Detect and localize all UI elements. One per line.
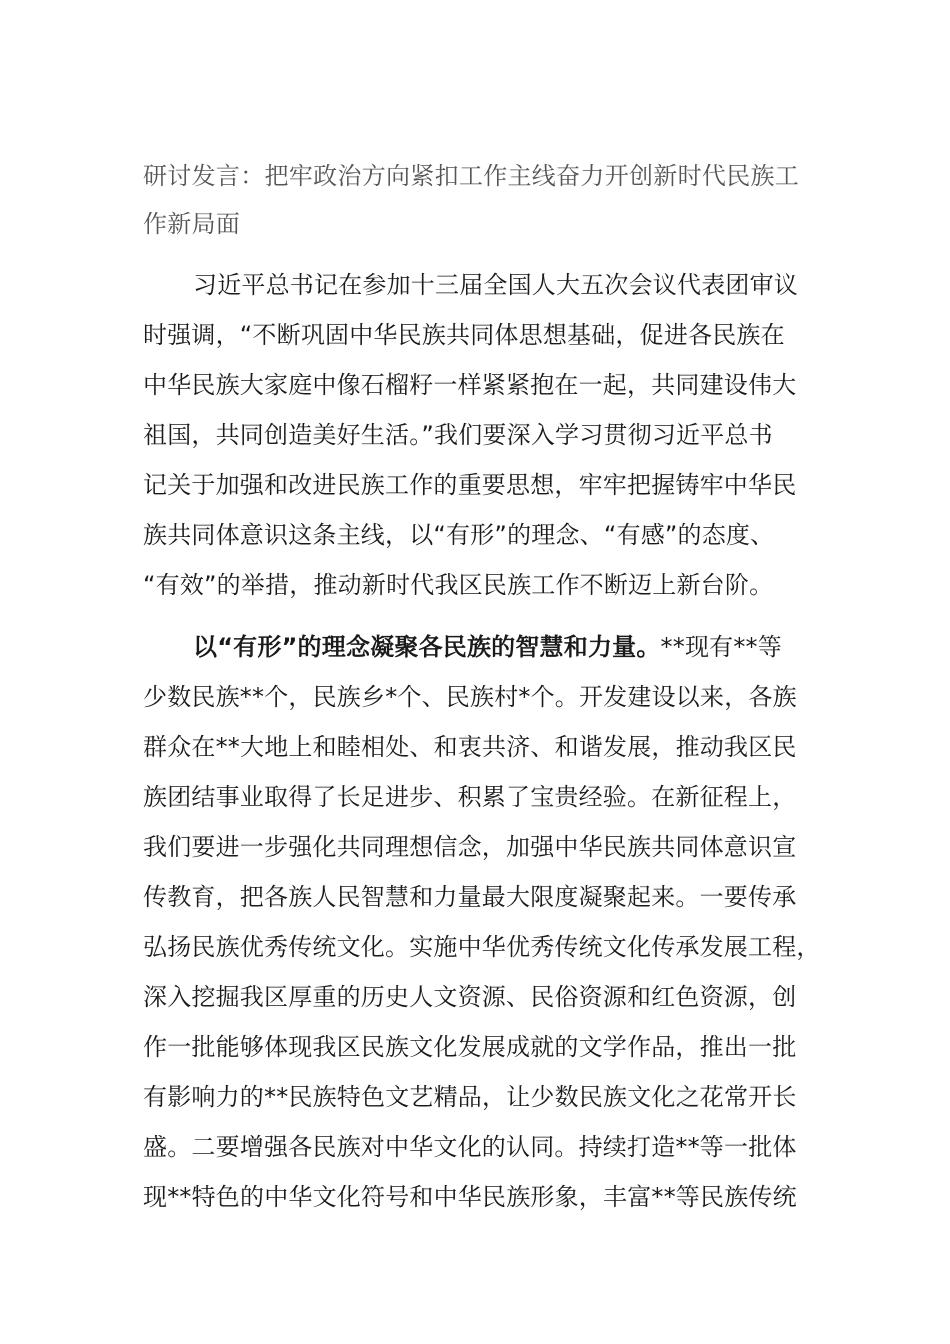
text-line: 有影响力的**民族特色文艺精品，让少数民族文化之花常开长 <box>143 1083 797 1111</box>
text-line: 弘扬民族优秀传统文化。实施中华优秀传统文化传承发展工程， <box>143 933 821 961</box>
text-line: 祖国，共同创造美好生活。”我们要深入学习贯彻习近平总书 <box>143 421 773 449</box>
text-line <box>193 632 873 662</box>
text-line: 时强调，“不断巩固中华民族共同体思想基础，促进各民族在 <box>143 321 785 349</box>
text-line: 习近平总书记在参加十三届全国人大五次会议代表团审议 <box>193 271 798 299</box>
text-line: 群众在**大地上和睦相处、和衷共济、和谐发展，推动我区民 <box>143 733 797 761</box>
text-line: 族团结事业取得了长足进步、积累了宝贵经验。在新征程上， <box>143 783 797 811</box>
paragraph-text: **现有**等 <box>660 633 782 661</box>
text-line: 族共同体意识这条主线，以“有形”的理念、“有感”的态度、 <box>143 521 775 549</box>
text-line: “有效”的举措，推动新时代我区民族工作不断迈上新台阶。 <box>143 571 774 599</box>
text-line: 我们要进一步强化共同理想信念，加强中华民族共同体意识宣 <box>143 833 797 861</box>
text-line: 记关于加强和改进民族工作的重要思想，牢牢把握铸牢中华民 <box>143 471 797 499</box>
text-line: 深入挖掘我区厚重的历史人文资源、民俗资源和红色资源，创 <box>143 983 797 1011</box>
text-line: 作一批能够体现我区民族文化发展成就的文学作品，推出一批 <box>143 1033 797 1061</box>
text-line: 盛。二要增强各民族对中华文化的认同。持续打造**等一批体 <box>143 1133 797 1161</box>
text-line: 传教育，把各族人民智慧和力量最大限度凝聚起来。一要传承 <box>143 883 797 911</box>
text-line: 中华民族大家庭中像石榴籽一样紧紧抱在一起，共同建设伟大 <box>143 371 797 399</box>
text-line: 少数民族**个，民族乡*个、民族村*个。开发建设以来，各族 <box>143 683 797 711</box>
document-title: 研讨发言：把牢政治方向紧扣工作主线奋力开创新时代民族工作新局面 <box>143 162 800 238</box>
text-line: 现**特色的中华文化符号和中华民族形象，丰富**等民族传统 <box>143 1183 797 1211</box>
paragraph-heading: 以“有形”的理念凝聚各民族的智慧和力量。 <box>193 633 661 661</box>
